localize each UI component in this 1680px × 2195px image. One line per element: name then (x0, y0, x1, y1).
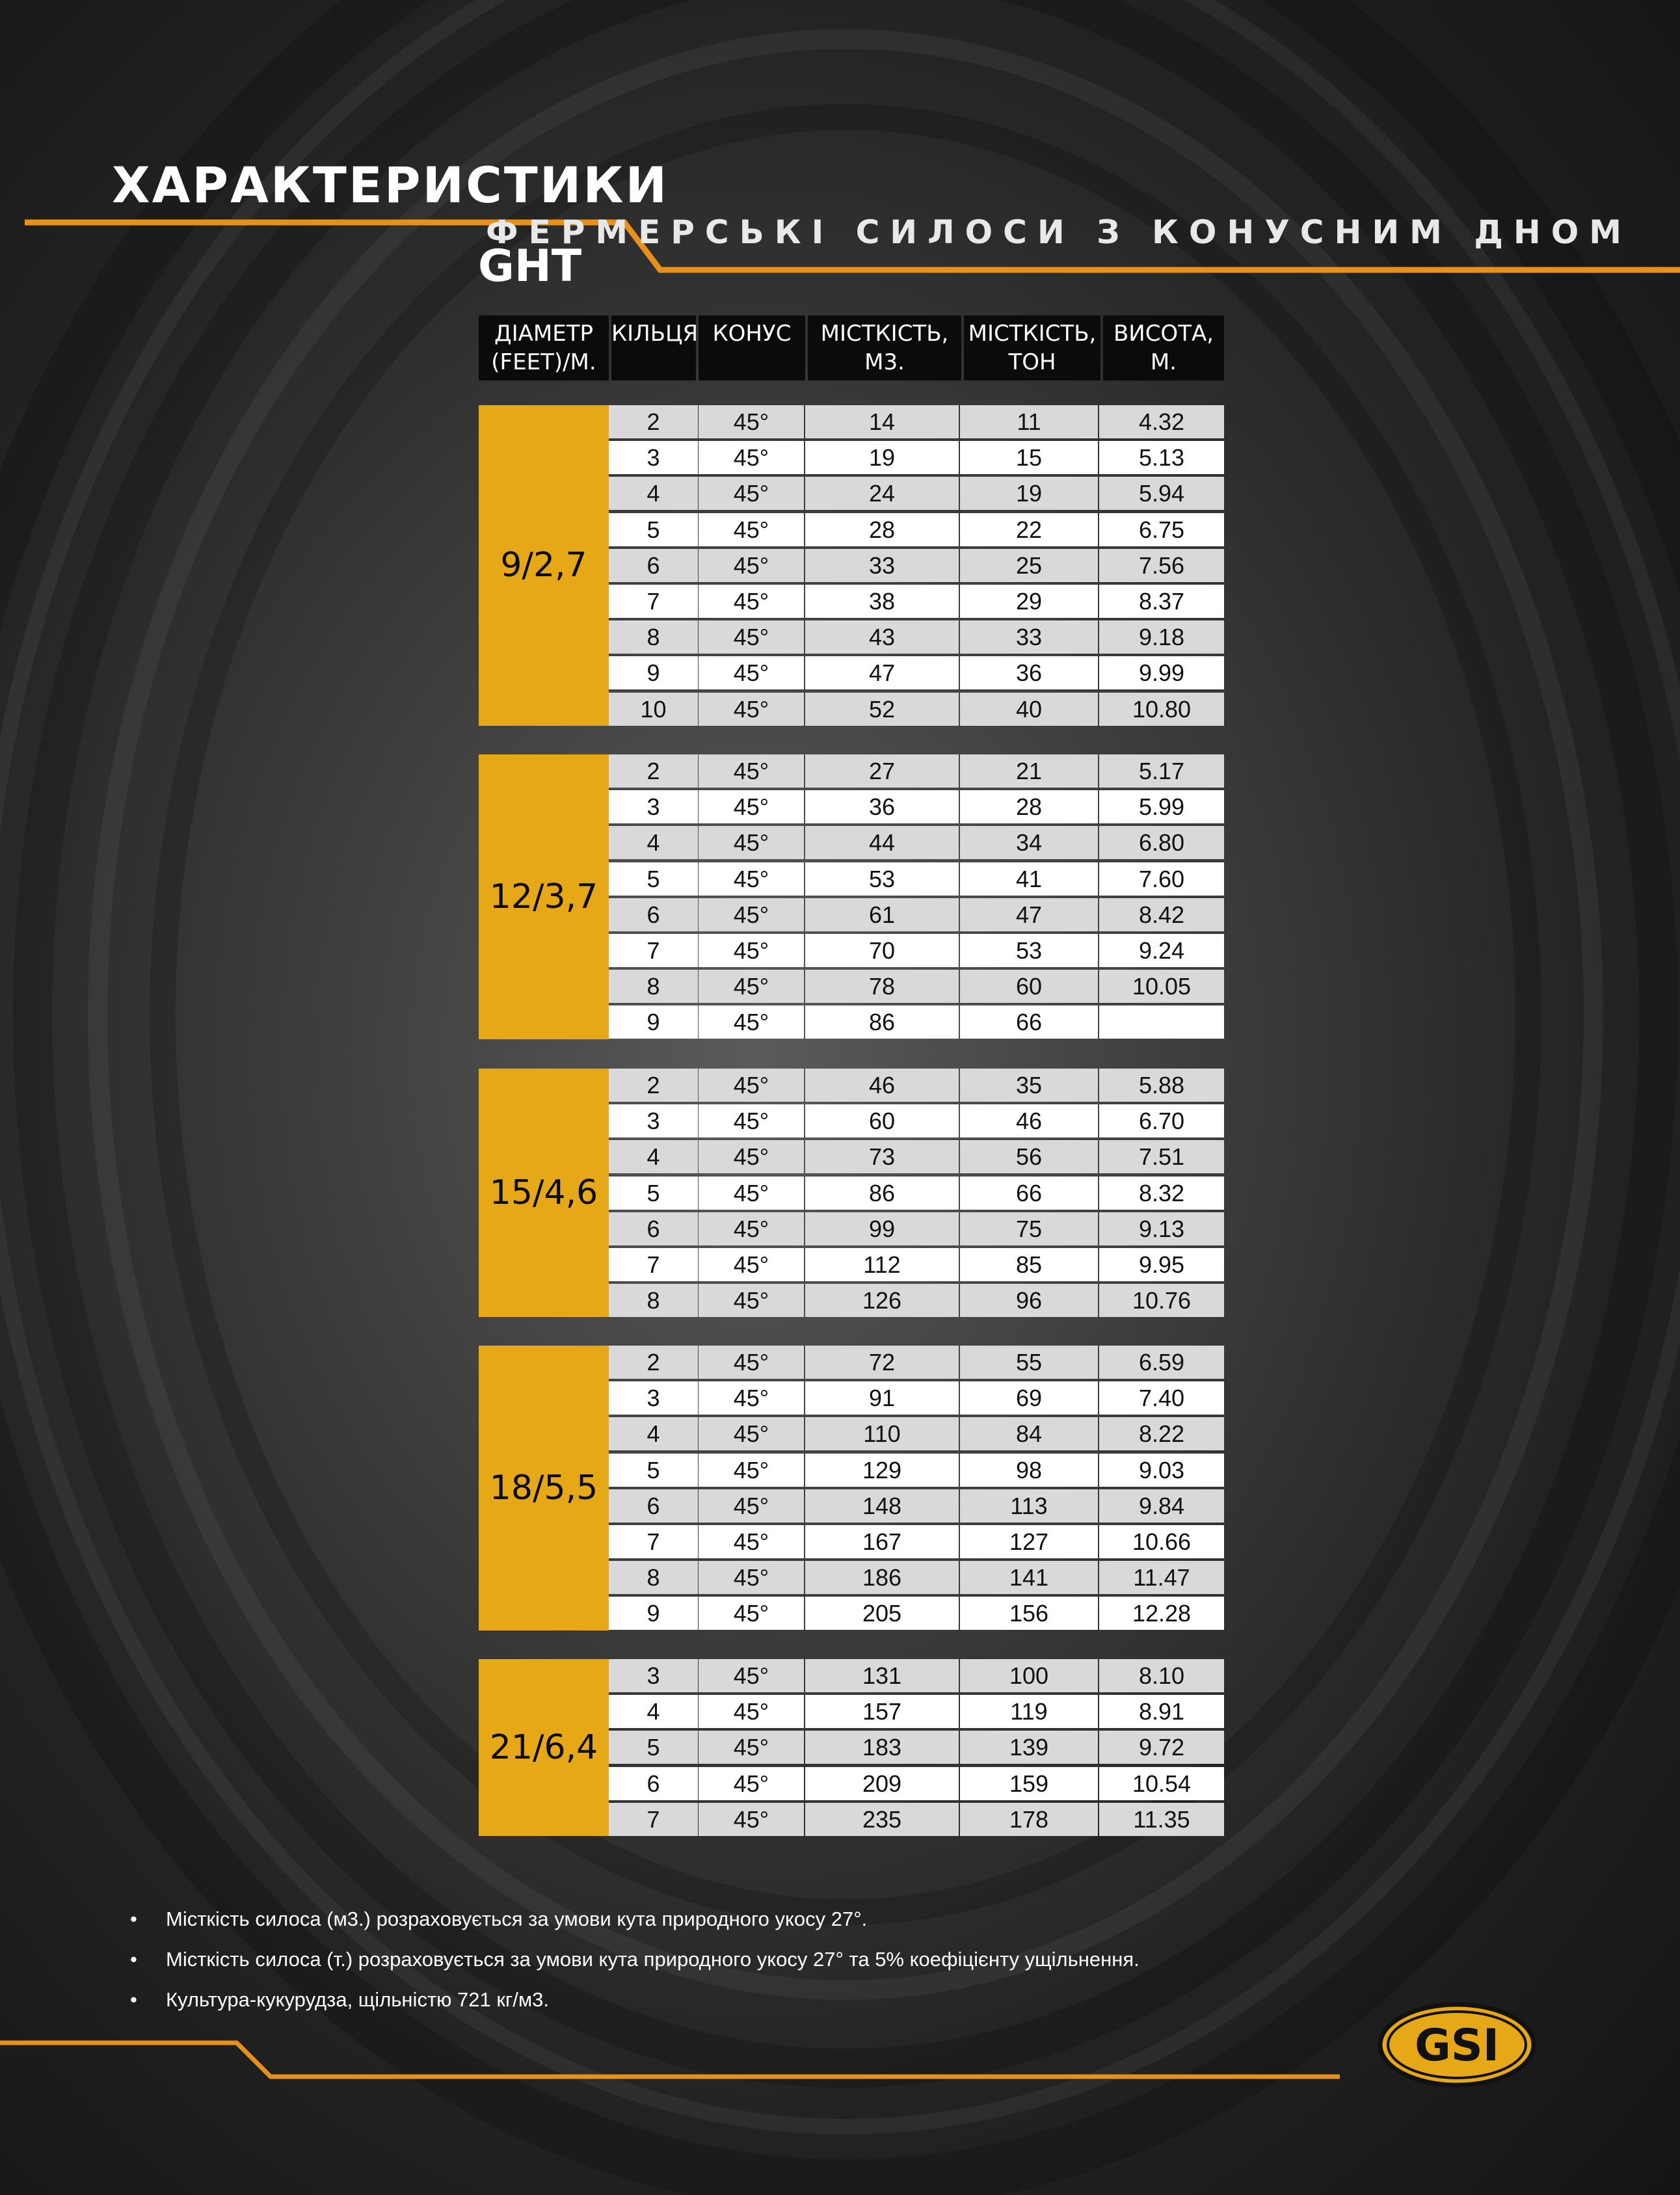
note-item (130, 1899, 1140, 1939)
table-cell: 45° (699, 1248, 804, 1281)
table-cell: 19 (805, 441, 959, 474)
table-cell: 8.42 (1099, 898, 1224, 931)
table-cell: 45° (699, 1597, 804, 1630)
table-cell: 8 (609, 1561, 698, 1594)
table-row (609, 513, 1224, 549)
table-cell: 2 (609, 754, 698, 788)
table-cell: 6 (609, 898, 698, 931)
table-cell: 119 (960, 1695, 1098, 1728)
table-cell: 5.88 (1099, 1069, 1224, 1102)
table-cell: 96 (960, 1284, 1098, 1317)
table-cell: 21 (960, 754, 1098, 788)
table-cell: 6.80 (1099, 826, 1224, 859)
table-cell: 45° (699, 513, 804, 546)
table-cell: 45° (699, 754, 804, 788)
table-cell: 7 (609, 1248, 698, 1281)
table-cell: 205 (805, 1597, 959, 1630)
table-row (609, 1659, 1224, 1695)
table-cell: 5.99 (1099, 790, 1224, 823)
table-cell: 10 (609, 693, 698, 726)
table-cell: 45° (699, 1284, 804, 1317)
table-row (609, 970, 1224, 1005)
table-cell: 45° (699, 405, 804, 438)
table-cell: 6 (609, 1767, 698, 1800)
table-cell: 9 (609, 656, 698, 689)
table-cell: 73 (805, 1140, 959, 1173)
table-cell: 35 (960, 1069, 1098, 1102)
note-text: Місткість силоса (м3.) розраховується за умови кута природного укосу 27°. (166, 1908, 868, 1930)
table-row (609, 934, 1224, 970)
table-cell: 84 (960, 1417, 1098, 1450)
table-cell: 45° (699, 1346, 804, 1379)
table-cell: 10.66 (1099, 1525, 1224, 1558)
table-cell: 45° (699, 1525, 804, 1558)
table-cell: 8.22 (1099, 1417, 1224, 1450)
table-cell: 9 (609, 1005, 698, 1039)
table-cell: 45° (699, 1069, 804, 1102)
table-cell: 45° (699, 477, 804, 510)
model-name: GHT (478, 241, 582, 292)
table-cell: 6 (609, 1212, 698, 1245)
table-cell: 12.28 (1099, 1597, 1224, 1630)
table-cell: 45° (699, 934, 804, 967)
table-row (609, 1803, 1224, 1839)
table-cell: 7.56 (1099, 549, 1224, 582)
table-row (609, 1069, 1224, 1104)
table-cell: 60 (960, 970, 1098, 1003)
table-cell: 6 (609, 549, 698, 582)
table-cell: 45° (699, 970, 804, 1003)
table-cell: 8.10 (1099, 1659, 1224, 1692)
table-cell: 235 (805, 1803, 959, 1836)
table-cell: 78 (805, 970, 959, 1003)
table-row (609, 1140, 1224, 1176)
table-row (609, 1104, 1224, 1140)
table-cell: 112 (805, 1248, 959, 1281)
table-cell: 45° (699, 1803, 804, 1836)
table-cell: 3 (609, 1104, 698, 1137)
table-cell: 56 (960, 1140, 1098, 1173)
table-cell: 46 (805, 1069, 959, 1102)
table-row (609, 754, 1224, 790)
table-cell: 45° (699, 1177, 804, 1210)
table-cell: 45° (699, 549, 804, 582)
table-cell: 4.32 (1099, 405, 1224, 438)
table-cell: 45° (699, 1561, 804, 1594)
table-cell: 45° (699, 1767, 804, 1800)
table-cell: 9.03 (1099, 1454, 1224, 1487)
table-cell: 10.05 (1099, 970, 1224, 1003)
table-row (609, 1284, 1224, 1320)
column-header-line: М. (1150, 349, 1177, 375)
table-cell: 5.94 (1099, 477, 1224, 510)
table-row (609, 1525, 1224, 1561)
table-cell: 11.47 (1099, 1561, 1224, 1594)
diameter-label: 12/3,7 (479, 754, 609, 1039)
table-row (609, 1597, 1224, 1632)
table-cell: 5 (609, 862, 698, 896)
table-row (609, 1212, 1224, 1248)
table-cell: 75 (960, 1212, 1098, 1245)
table-cell: 3 (609, 790, 698, 823)
column-header (808, 315, 961, 380)
table-cell: 70 (805, 934, 959, 967)
table-cell: 5 (609, 1731, 698, 1764)
table-cell: 45° (699, 656, 804, 689)
table-cell: 9.99 (1099, 656, 1224, 689)
table-row (609, 898, 1224, 934)
table-cell: 91 (805, 1381, 959, 1415)
table-cell: 53 (805, 862, 959, 896)
table-cell: 10.54 (1099, 1767, 1224, 1800)
table-cell: 5.17 (1099, 754, 1224, 788)
diameter-label: 9/2,7 (479, 405, 609, 726)
gsi-logo (1376, 2000, 1538, 2090)
table-cell: 45° (699, 790, 804, 823)
table-row (609, 1177, 1224, 1212)
diameter-group (479, 1659, 1224, 1836)
table-cell: 110 (805, 1417, 959, 1450)
table-cell: 9.24 (1099, 934, 1224, 967)
table-cell: 9 (609, 1597, 698, 1630)
table-cell: 45° (699, 1417, 804, 1450)
table-cell: 11.35 (1099, 1803, 1224, 1836)
table-row (609, 656, 1224, 692)
table-cell: 36 (805, 790, 959, 823)
table-cell: 61 (805, 898, 959, 931)
table-cell: 53 (960, 934, 1098, 967)
table-cell: 86 (805, 1005, 959, 1039)
table-cell: 85 (960, 1248, 1098, 1281)
table-cell: 29 (960, 585, 1098, 618)
table-cell: 8.32 (1099, 1177, 1224, 1210)
table-cell: 45° (699, 1104, 804, 1137)
table-cell: 5 (609, 513, 698, 546)
table-cell: 28 (805, 513, 959, 546)
table-cell: 209 (805, 1767, 959, 1800)
table-cell: 127 (960, 1525, 1098, 1558)
table-cell: 6.59 (1099, 1346, 1224, 1379)
table-row (609, 1346, 1224, 1381)
column-header-line: ВИСОТА, (1113, 321, 1214, 347)
column-header (611, 315, 699, 380)
table-cell: 45° (699, 1212, 804, 1245)
table-cell: 5 (609, 1177, 698, 1210)
diameter-group (479, 754, 1224, 1039)
column-header-line: КІЛЬЦЯ (611, 321, 699, 347)
notes-list (130, 1899, 1140, 2020)
table-cell: 4 (609, 1140, 698, 1173)
column-header-line: КОНУС (712, 321, 792, 347)
bullet-icon: • (130, 1908, 137, 1930)
table-row (609, 620, 1224, 656)
table-cell: 45° (699, 1489, 804, 1523)
table-cell: 47 (805, 656, 959, 689)
table-cell: 98 (960, 1454, 1098, 1487)
table-cell: 45° (699, 898, 804, 931)
table-cell: 11 (960, 405, 1098, 438)
table-cell: 10.76 (1099, 1284, 1224, 1317)
table-cell: 7 (609, 934, 698, 967)
table-cell: 139 (960, 1731, 1098, 1764)
table-row (609, 1731, 1224, 1766)
table-cell (1099, 1005, 1224, 1039)
table-cell: 159 (960, 1767, 1098, 1800)
table-cell: 126 (805, 1284, 959, 1317)
table-cell: 66 (960, 1005, 1098, 1039)
column-header (1103, 315, 1224, 380)
table-cell: 4 (609, 826, 698, 859)
table-cell: 45° (699, 826, 804, 859)
table-cell: 9.13 (1099, 1212, 1224, 1245)
table-cell: 9.84 (1099, 1489, 1224, 1523)
table-cell: 8 (609, 620, 698, 654)
table-row (609, 1489, 1224, 1525)
table-cell: 7.60 (1099, 862, 1224, 896)
table-cell: 4 (609, 477, 698, 510)
table-row (609, 826, 1224, 862)
table-cell: 34 (960, 826, 1098, 859)
table-cell: 6.70 (1099, 1104, 1224, 1137)
table-cell: 5 (609, 1454, 698, 1487)
table-cell: 28 (960, 790, 1098, 823)
table-cell: 43 (805, 620, 959, 654)
table-cell: 45° (699, 693, 804, 726)
table-cell: 2 (609, 405, 698, 438)
table-row (609, 862, 1224, 898)
table-row (609, 441, 1224, 477)
table-row (609, 1248, 1224, 1284)
table-cell: 186 (805, 1561, 959, 1594)
diameter-group (479, 405, 1224, 726)
page-subtitle: ФЕРМЕРСЬКІ СИЛОСИ З КОНУСНИМ ДНОМ (485, 213, 1632, 251)
table-row (609, 405, 1224, 441)
table-row (609, 1695, 1224, 1731)
table-cell: 156 (960, 1597, 1098, 1630)
diameter-group (479, 1346, 1224, 1630)
table-cell: 45° (699, 1005, 804, 1039)
table-cell: 9.95 (1099, 1248, 1224, 1281)
column-header-line: (FEET)/М. (491, 349, 596, 375)
table-cell: 9.72 (1099, 1731, 1224, 1764)
table-row (609, 1381, 1224, 1417)
table-row (609, 790, 1224, 826)
table-cell: 3 (609, 1659, 698, 1692)
table-cell: 141 (960, 1561, 1098, 1594)
table-row (609, 1454, 1224, 1489)
table-cell: 183 (805, 1731, 959, 1764)
table-cell: 2 (609, 1346, 698, 1379)
bullet-icon: • (130, 1948, 137, 1971)
table-cell: 7 (609, 1803, 698, 1836)
table-cell: 52 (805, 693, 959, 726)
table-cell: 15 (960, 441, 1098, 474)
table-cell: 47 (960, 898, 1098, 931)
table-cell: 19 (960, 477, 1098, 510)
table-cell: 33 (960, 620, 1098, 654)
column-header-line: ТОН (1008, 349, 1056, 375)
table-cell: 72 (805, 1346, 959, 1379)
table-cell: 3 (609, 441, 698, 474)
table-cell: 6.75 (1099, 513, 1224, 546)
logo-text: GSI (1414, 2020, 1500, 2071)
table-cell: 45° (699, 1659, 804, 1692)
table-cell: 45° (699, 620, 804, 654)
table-cell: 131 (805, 1659, 959, 1692)
table-cell: 38 (805, 585, 959, 618)
table-cell: 41 (960, 862, 1098, 896)
table-cell: 55 (960, 1346, 1098, 1379)
diameter-label: 15/4,6 (479, 1069, 609, 1317)
table-row (609, 549, 1224, 585)
table-row (609, 1417, 1224, 1453)
column-header-line: МІСТКІСТЬ, (820, 321, 949, 347)
table-cell: 46 (960, 1104, 1098, 1137)
table-cell: 66 (960, 1177, 1098, 1210)
table-cell: 5.13 (1099, 441, 1224, 474)
table-row (609, 1767, 1224, 1803)
table-cell: 178 (960, 1803, 1098, 1836)
table-row (609, 693, 1224, 728)
bullet-icon: • (130, 1988, 137, 2011)
table-cell: 7.51 (1099, 1140, 1224, 1173)
note-item (130, 1980, 1140, 2020)
table-cell: 44 (805, 826, 959, 859)
table-cell: 8 (609, 1284, 698, 1317)
diameter-label: 18/5,5 (479, 1346, 609, 1630)
column-header (964, 315, 1100, 380)
table-cell: 60 (805, 1104, 959, 1137)
table-row (609, 1005, 1224, 1041)
column-header (699, 315, 805, 380)
table-cell: 4 (609, 1417, 698, 1450)
column-header-line: М3. (864, 349, 905, 375)
table-cell: 25 (960, 549, 1098, 582)
table-cell: 33 (805, 549, 959, 582)
table-cell: 7.40 (1099, 1381, 1224, 1415)
table-row (609, 477, 1224, 512)
table-cell: 8.91 (1099, 1695, 1224, 1728)
table-cell: 9.18 (1099, 620, 1224, 654)
table-cell: 3 (609, 1381, 698, 1415)
table-cell: 69 (960, 1381, 1098, 1415)
table-cell: 45° (699, 1381, 804, 1415)
page-title: ХАРАКТЕРИСТИКИ (112, 156, 669, 214)
column-header-line: ДІАМЕТР (494, 321, 593, 347)
table-cell: 45° (699, 1140, 804, 1173)
note-text: Культура-кукурудза, щільністю 721 кг/м3. (166, 1988, 549, 2011)
table-cell: 22 (960, 513, 1098, 546)
table-cell: 2 (609, 1069, 698, 1102)
table-cell: 27 (805, 754, 959, 788)
column-header-line: МІСТКІСТЬ, (968, 321, 1097, 347)
table-cell: 7 (609, 1525, 698, 1558)
table-cell: 99 (805, 1212, 959, 1245)
table-cell: 7 (609, 585, 698, 618)
table-cell: 86 (805, 1177, 959, 1210)
table-row (609, 1561, 1224, 1597)
table-cell: 157 (805, 1695, 959, 1728)
table-cell: 14 (805, 405, 959, 438)
column-header (479, 315, 609, 380)
table-cell: 24 (805, 477, 959, 510)
table-cell: 167 (805, 1525, 959, 1558)
diameter-label: 21/6,4 (479, 1659, 609, 1836)
table-cell: 45° (699, 1731, 804, 1764)
table-cell: 36 (960, 656, 1098, 689)
table-cell: 4 (609, 1695, 698, 1728)
table-cell: 45° (699, 1695, 804, 1728)
table-cell: 45° (699, 862, 804, 896)
table-cell: 45° (699, 441, 804, 474)
note-item (130, 1939, 1140, 1980)
table-cell: 8.37 (1099, 585, 1224, 618)
table-cell: 8 (609, 970, 698, 1003)
table-cell: 45° (699, 585, 804, 618)
table-cell: 148 (805, 1489, 959, 1523)
table-cell: 6 (609, 1489, 698, 1523)
diameter-group (479, 1069, 1224, 1317)
table-cell: 45° (699, 1454, 804, 1487)
table-cell: 100 (960, 1659, 1098, 1692)
table-cell: 40 (960, 693, 1098, 726)
table-row (609, 585, 1224, 620)
note-text: Місткість силоса (т.) розраховується за умови кута природного укосу 27° та 5% коефіцієнту ущільнення. (166, 1948, 1140, 1971)
table-cell: 10.80 (1099, 693, 1224, 726)
table-cell: 113 (960, 1489, 1098, 1523)
table-cell: 129 (805, 1454, 959, 1487)
